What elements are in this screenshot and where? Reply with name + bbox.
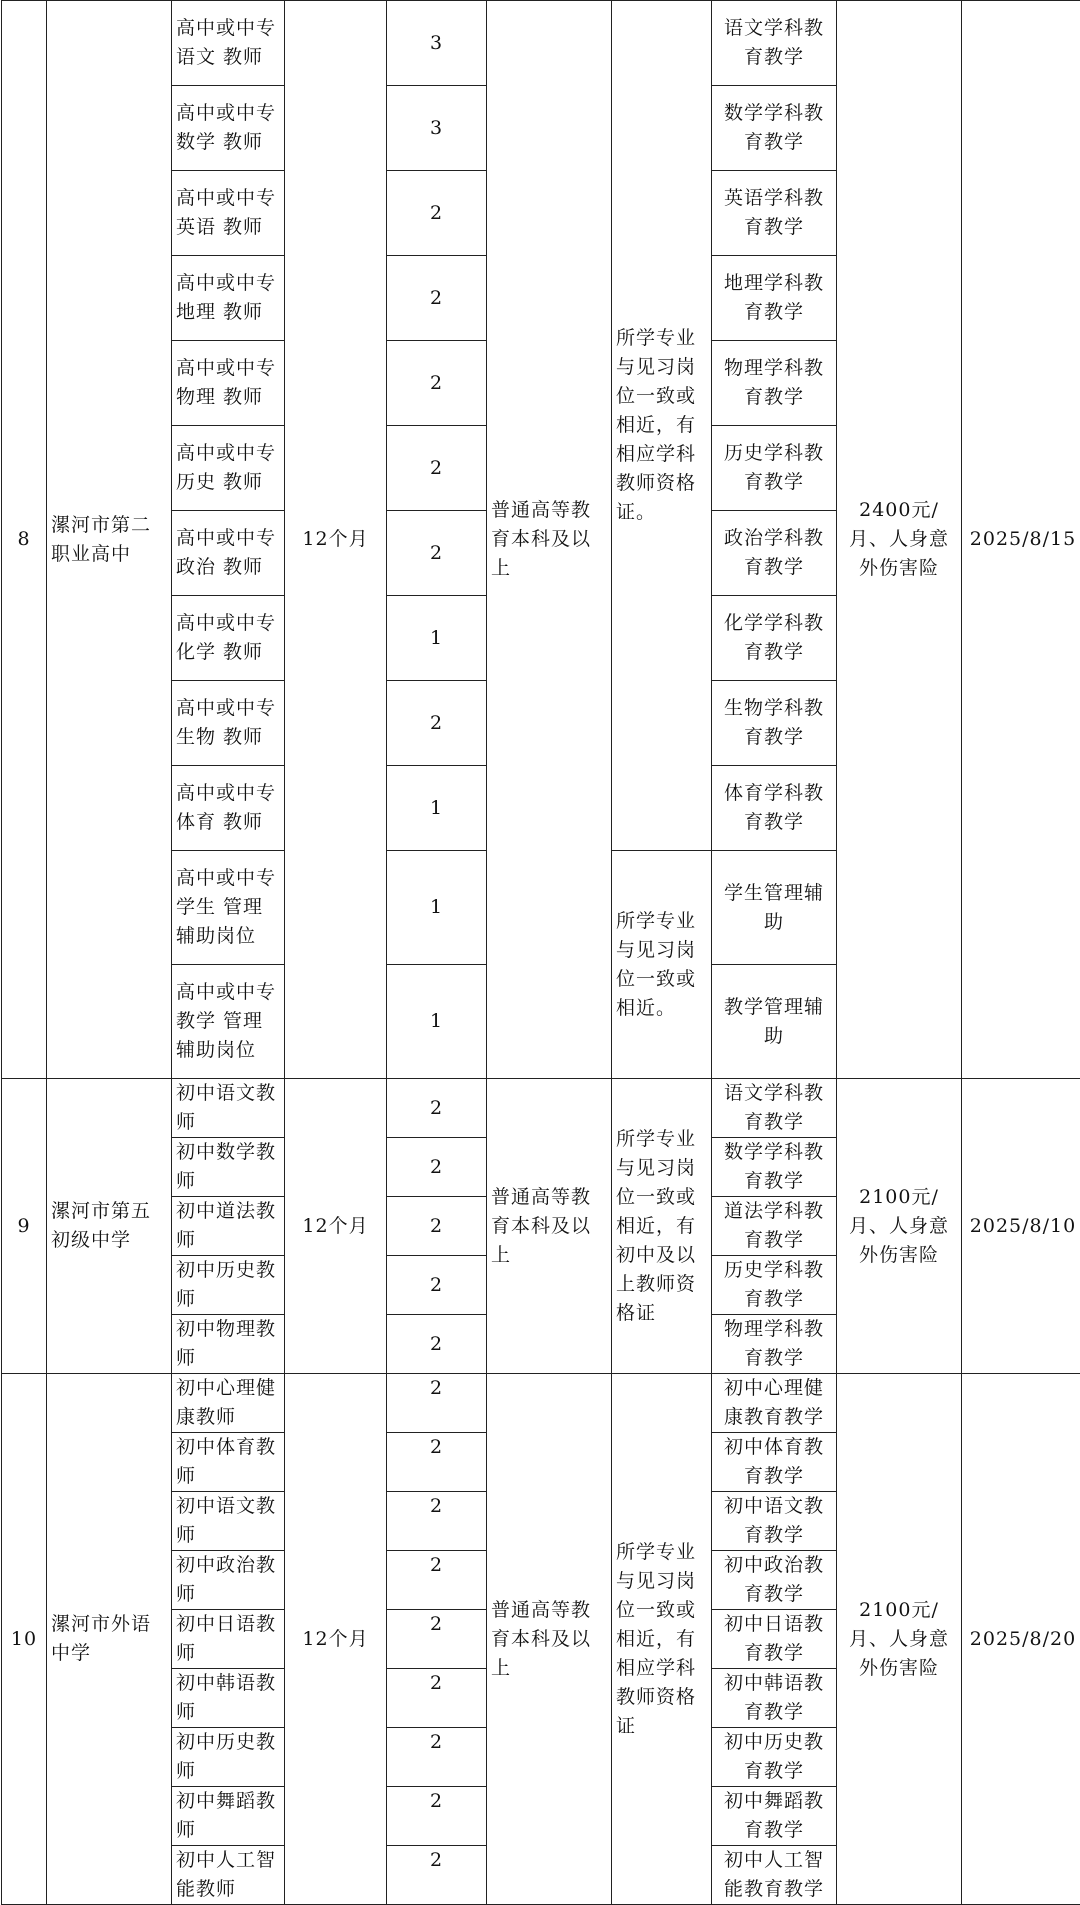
content-cell: 语文学科教育教学 (712, 1, 837, 86)
duration-cell: 12个月 (285, 1, 387, 1079)
count-cell: 2 (387, 426, 487, 511)
position-cell: 高中或中专数学 教师 (172, 86, 285, 171)
duration-cell: 12个月 (285, 1374, 387, 1905)
count-cell: 2 (387, 1315, 487, 1374)
school-name-cell: 漯河市第二职业高中 (47, 1, 172, 1079)
content-cell: 化学学科教育教学 (712, 596, 837, 681)
content-cell: 语文学科教育教学 (712, 1079, 837, 1138)
table-row (2, 1374, 1080, 1433)
position-cell: 高中或中专历史 教师 (172, 426, 285, 511)
count-cell: 2 (387, 1492, 487, 1551)
requirement-cell: 所学专业与见习岗位一致或相近。 (612, 851, 712, 1079)
count-cell: 1 (387, 851, 487, 965)
count-cell: 2 (387, 1197, 487, 1256)
count-cell: 2 (387, 1846, 487, 1905)
table-row (2, 1079, 1080, 1138)
position-cell: 初中韩语教师 (172, 1669, 285, 1728)
salary-cell: 2100元/月、人身意外伤害险 (837, 1079, 962, 1374)
content-cell: 学生管理辅助 (712, 851, 837, 965)
position-cell: 初中历史教师 (172, 1728, 285, 1787)
count-cell: 2 (387, 1079, 487, 1138)
content-cell: 体育学科教育教学 (712, 766, 837, 851)
count-cell: 2 (387, 1669, 487, 1728)
content-cell: 数学学科教育教学 (712, 1138, 837, 1197)
position-cell: 高中或中专教学 管理辅助岗位 (172, 965, 285, 1079)
duration-cell: 12个月 (285, 1079, 387, 1374)
content-cell: 地理学科教育教学 (712, 256, 837, 341)
content-cell: 初中历史教育教学 (712, 1728, 837, 1787)
count-cell: 3 (387, 86, 487, 171)
position-cell: 高中或中专物理 教师 (172, 341, 285, 426)
position-cell: 高中或中专体育 教师 (172, 766, 285, 851)
content-cell: 道法学科教育教学 (712, 1197, 837, 1256)
count-cell: 2 (387, 341, 487, 426)
content-cell: 历史学科教育教学 (712, 1256, 837, 1315)
content-cell: 初中舞蹈教育教学 (712, 1787, 837, 1846)
count-cell: 2 (387, 1138, 487, 1197)
group-number-cell: 9 (2, 1079, 47, 1374)
content-cell: 物理学科教育教学 (712, 1315, 837, 1374)
position-cell: 初中心理健康教师 (172, 1374, 285, 1433)
position-cell: 初中物理教师 (172, 1315, 285, 1374)
education-cell: 普通高等教育本科及以上 (487, 1079, 612, 1374)
date-cell: 2025/8/20 (962, 1374, 1080, 1905)
position-cell: 初中人工智能教师 (172, 1846, 285, 1905)
position-cell: 初中体育教师 (172, 1433, 285, 1492)
requirement-cell: 所学专业与见习岗位一致或相近，有初中及以上教师资格证 (612, 1079, 712, 1374)
count-cell: 3 (387, 1, 487, 86)
position-cell: 初中政治教师 (172, 1551, 285, 1610)
content-cell: 初中日语教育教学 (712, 1610, 837, 1669)
position-cell: 高中或中专政治 教师 (172, 511, 285, 596)
position-cell: 初中舞蹈教师 (172, 1787, 285, 1846)
requirement-cell: 所学专业与见习岗位一致或相近，有相应学科教师资格证。 (612, 1, 712, 851)
date-cell: 2025/8/15 (962, 1, 1080, 1079)
content-cell: 数学学科教育教学 (712, 86, 837, 171)
count-cell: 2 (387, 1551, 487, 1610)
education-cell: 普通高等教育本科及以上 (487, 1374, 612, 1905)
content-cell: 初中韩语教育教学 (712, 1669, 837, 1728)
position-cell: 初中道法教师 (172, 1197, 285, 1256)
group-number-cell: 8 (2, 1, 47, 1079)
position-cell: 初中日语教师 (172, 1610, 285, 1669)
position-cell: 高中或中专英语 教师 (172, 171, 285, 256)
content-cell: 生物学科教育教学 (712, 681, 837, 766)
table-body (2, 1, 1080, 1905)
salary-cell: 2100元/月、人身意外伤害险 (837, 1374, 962, 1905)
content-cell: 政治学科教育教学 (712, 511, 837, 596)
position-cell: 初中语文教师 (172, 1079, 285, 1138)
count-cell: 2 (387, 1256, 487, 1315)
count-cell: 2 (387, 511, 487, 596)
content-cell: 英语学科教育教学 (712, 171, 837, 256)
content-cell: 初中政治教育教学 (712, 1551, 837, 1610)
count-cell: 2 (387, 1433, 487, 1492)
content-cell: 教学管理辅助 (712, 965, 837, 1079)
count-cell: 2 (387, 1728, 487, 1787)
position-cell: 高中或中专学生 管理辅助岗位 (172, 851, 285, 965)
date-cell: 2025/8/10 (962, 1079, 1080, 1374)
position-cell: 初中语文教师 (172, 1492, 285, 1551)
content-cell: 物理学科教育教学 (712, 341, 837, 426)
count-cell: 2 (387, 681, 487, 766)
count-cell: 2 (387, 256, 487, 341)
internship-positions-table (1, 0, 1080, 1905)
position-cell: 高中或中专地理 教师 (172, 256, 285, 341)
count-cell: 1 (387, 596, 487, 681)
content-cell: 初中体育教育教学 (712, 1433, 837, 1492)
position-cell: 高中或中专生物 教师 (172, 681, 285, 766)
school-name-cell: 漯河市外语中学 (47, 1374, 172, 1905)
position-cell: 高中或中专语文 教师 (172, 1, 285, 86)
content-cell: 历史学科教育教学 (712, 426, 837, 511)
table-row (2, 1, 1080, 86)
education-cell: 普通高等教育本科及以上 (487, 1, 612, 1079)
count-cell: 2 (387, 1610, 487, 1669)
count-cell: 2 (387, 171, 487, 256)
count-cell: 1 (387, 766, 487, 851)
requirement-cell: 所学专业与见习岗位一致或相近，有相应学科教师资格证 (612, 1374, 712, 1905)
school-name-cell: 漯河市第五初级中学 (47, 1079, 172, 1374)
group-number-cell: 10 (2, 1374, 47, 1905)
content-cell: 初中语文教育教学 (712, 1492, 837, 1551)
position-cell: 初中数学教师 (172, 1138, 285, 1197)
count-cell: 2 (387, 1787, 487, 1846)
content-cell: 初中人工智能教育教学 (712, 1846, 837, 1905)
position-cell: 初中历史教师 (172, 1256, 285, 1315)
count-cell: 1 (387, 965, 487, 1079)
count-cell: 2 (387, 1374, 487, 1433)
position-cell: 高中或中专化学 教师 (172, 596, 285, 681)
salary-cell: 2400元/月、人身意外伤害险 (837, 1, 962, 1079)
content-cell: 初中心理健康教育教学 (712, 1374, 837, 1433)
